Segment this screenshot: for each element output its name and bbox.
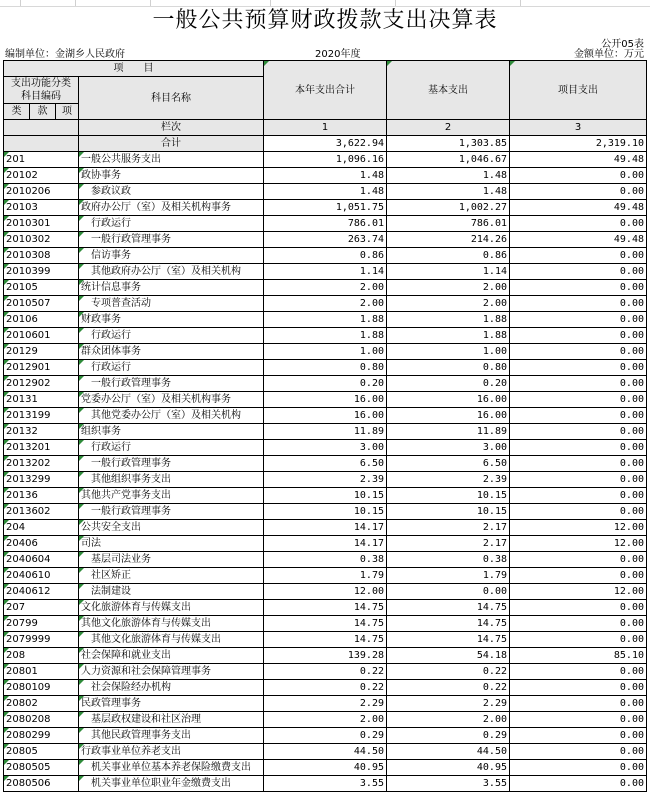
row-project[interactable]: 0.00	[510, 616, 647, 632]
row-code[interactable]: 20105	[4, 280, 79, 296]
row-project[interactable]: 0.00	[510, 632, 647, 648]
row-total[interactable]: 12.00	[264, 584, 387, 600]
col-index-1: 1	[264, 120, 387, 136]
row-code[interactable]: 2080506	[4, 776, 79, 792]
row-total[interactable]: 14.75	[264, 600, 387, 616]
row-total[interactable]: 1,096.16	[264, 152, 387, 168]
header-func-code: 支出功能分类 科目编码	[4, 77, 79, 104]
row-name[interactable]: 行政事业单位养老支出	[79, 744, 264, 760]
table-row[interactable]	[4, 216, 647, 232]
row-project[interactable]: 0.00	[510, 760, 647, 776]
row-code[interactable]: 2013202	[4, 456, 79, 472]
row-total[interactable]: 0.22	[264, 680, 387, 696]
row-total[interactable]: 14.75	[264, 616, 387, 632]
table-row[interactable]	[4, 280, 647, 296]
row-code[interactable]: 2013299	[4, 472, 79, 488]
row-code[interactable]: 20129	[4, 344, 79, 360]
row-basic[interactable]: 2.17	[387, 536, 510, 552]
table-row[interactable]	[4, 584, 647, 600]
table-row[interactable]	[4, 200, 647, 216]
row-code[interactable]: 2013602	[4, 504, 79, 520]
row-code[interactable]: 20131	[4, 392, 79, 408]
row-code[interactable]: 207	[4, 600, 79, 616]
row-code[interactable]: 20102	[4, 168, 79, 184]
row-name[interactable]: 政协事务	[79, 168, 264, 184]
row-code[interactable]: 2040604	[4, 552, 79, 568]
row-code[interactable]: 2040612	[4, 584, 79, 600]
total-sum: 3,622.94	[264, 136, 387, 152]
row-basic[interactable]: 14.75	[387, 632, 510, 648]
row-code[interactable]: 2013201	[4, 440, 79, 456]
table-row[interactable]	[4, 760, 647, 776]
row-project[interactable]: 0.00	[510, 744, 647, 760]
row-code[interactable]: 20805	[4, 744, 79, 760]
row-code[interactable]: 2080208	[4, 712, 79, 728]
table-row[interactable]	[4, 472, 647, 488]
table-row[interactable]	[4, 248, 647, 264]
table-row[interactable]	[4, 552, 647, 568]
row-total[interactable]: 0.80	[264, 360, 387, 376]
row-project[interactable]: 0.00	[510, 568, 647, 584]
row-code[interactable]: 2010302	[4, 232, 79, 248]
row-basic[interactable]: 16.00	[387, 392, 510, 408]
row-basic[interactable]: 2.17	[387, 520, 510, 536]
row-total[interactable]: 14.17	[264, 520, 387, 536]
row-total[interactable]: 1.00	[264, 344, 387, 360]
row-total[interactable]: 16.00	[264, 392, 387, 408]
amount-unit: 金额单位：万元	[574, 49, 644, 60]
row-code[interactable]: 20136	[4, 488, 79, 504]
table-row[interactable]	[4, 408, 647, 424]
row-name[interactable]: 其他民政管理事务支出	[79, 728, 264, 744]
row-project[interactable]: 0.00	[510, 408, 647, 424]
blank-cell	[4, 136, 79, 152]
table-row[interactable]	[4, 344, 647, 360]
header-xiangmu: 项 目	[4, 61, 264, 77]
table-row[interactable]	[4, 504, 647, 520]
row-total[interactable]: 1.14	[264, 264, 387, 280]
row-code[interactable]: 201	[4, 152, 79, 168]
row-project[interactable]: 0.00	[510, 600, 647, 616]
row-total[interactable]: 10.15	[264, 488, 387, 504]
row-name[interactable]: 法制建设	[79, 584, 264, 600]
row-basic[interactable]: 1.88	[387, 328, 510, 344]
row-code[interactable]: 20132	[4, 424, 79, 440]
table-row[interactable]	[4, 648, 647, 664]
blank-cell	[4, 120, 79, 136]
row-project[interactable]: 0.00	[510, 488, 647, 504]
table-row[interactable]	[4, 376, 647, 392]
row-project[interactable]: 0.00	[510, 728, 647, 744]
row-name[interactable]: 统计信息事务	[79, 280, 264, 296]
row-project[interactable]: 0.00	[510, 296, 647, 312]
row-project[interactable]: 0.00	[510, 328, 647, 344]
row-total[interactable]: 0.38	[264, 552, 387, 568]
form-code: 公开05表	[601, 39, 644, 50]
year-label: 2020年度	[315, 49, 361, 60]
row-total[interactable]: 1.88	[264, 312, 387, 328]
row-code[interactable]: 2040610	[4, 568, 79, 584]
row-basic[interactable]: 786.01	[387, 216, 510, 232]
table-row[interactable]	[4, 536, 647, 552]
row-name[interactable]: 一般行政管理事务	[79, 456, 264, 472]
row-basic[interactable]: 14.75	[387, 600, 510, 616]
table-row[interactable]	[4, 616, 647, 632]
row-code[interactable]: 2010601	[4, 328, 79, 344]
row-project[interactable]: 0.00	[510, 280, 647, 296]
row-basic[interactable]: 0.22	[387, 664, 510, 680]
row-code[interactable]: 2010507	[4, 296, 79, 312]
row-basic[interactable]: 11.89	[387, 424, 510, 440]
row-basic[interactable]: 10.15	[387, 504, 510, 520]
row-total[interactable]: 1,051.75	[264, 200, 387, 216]
row-name[interactable]: 群众团体事务	[79, 344, 264, 360]
row-basic[interactable]: 16.00	[387, 408, 510, 424]
row-basic[interactable]: 1.14	[387, 264, 510, 280]
row-name[interactable]: 其他文化旅游体育与传媒支出	[79, 616, 264, 632]
row-code[interactable]: 20802	[4, 696, 79, 712]
row-name[interactable]: 其他共产党事务支出	[79, 488, 264, 504]
header-kuan: 款	[30, 104, 56, 120]
row-project[interactable]: 12.00	[510, 520, 647, 536]
row-code[interactable]: 2079999	[4, 632, 79, 648]
row-project[interactable]: 49.48	[510, 232, 647, 248]
row-name[interactable]: 其他文化旅游体育与传媒支出	[79, 632, 264, 648]
row-name[interactable]: 一般行政管理事务	[79, 376, 264, 392]
row-total[interactable]: 44.50	[264, 744, 387, 760]
table-row[interactable]	[4, 392, 647, 408]
row-total[interactable]: 2.00	[264, 280, 387, 296]
table-row[interactable]	[4, 712, 647, 728]
header-total: 本年支出合计	[264, 61, 387, 120]
row-code[interactable]: 2012902	[4, 376, 79, 392]
row-name[interactable]: 专项普查活动	[79, 296, 264, 312]
row-name[interactable]: 一般行政管理事务	[79, 504, 264, 520]
table-row[interactable]	[4, 488, 647, 504]
row-name[interactable]: 公共安全支出	[79, 520, 264, 536]
col-index-3: 3	[510, 120, 647, 136]
header-project: 项目支出	[510, 61, 647, 120]
row-project[interactable]: 0.00	[510, 552, 647, 568]
row-project[interactable]: 0.00	[510, 344, 647, 360]
report-title: 一般公共预算财政拨款支出决算表	[152, 8, 498, 33]
table-row[interactable]	[4, 776, 647, 792]
row-total[interactable]: 1.88	[264, 328, 387, 344]
table-row[interactable]	[4, 632, 647, 648]
row-basic[interactable]: 6.50	[387, 456, 510, 472]
row-basic[interactable]: 2.29	[387, 696, 510, 712]
row-total[interactable]: 14.75	[264, 632, 387, 648]
table-row[interactable]	[4, 568, 647, 584]
table-row[interactable]	[4, 360, 647, 376]
row-basic[interactable]: 2.39	[387, 472, 510, 488]
row-basic[interactable]: 14.75	[387, 616, 510, 632]
col-index-2: 2	[387, 120, 510, 136]
row-basic[interactable]: 40.95	[387, 760, 510, 776]
row-code[interactable]: 20103	[4, 200, 79, 216]
row-project[interactable]: 0.00	[510, 424, 647, 440]
row-basic[interactable]: 1.88	[387, 312, 510, 328]
row-total[interactable]: 1.79	[264, 568, 387, 584]
row-basic[interactable]: 2.00	[387, 280, 510, 296]
table-row[interactable]	[4, 696, 647, 712]
row-name[interactable]: 其他党委办公厅（室）及相关机构	[79, 408, 264, 424]
row-name[interactable]: 党委办公厅（室）及相关机构事务	[79, 392, 264, 408]
table-row[interactable]	[4, 152, 647, 168]
row-name[interactable]: 行政运行	[79, 360, 264, 376]
row-name[interactable]: 参政议政	[79, 184, 264, 200]
row-total[interactable]: 2.29	[264, 696, 387, 712]
row-basic[interactable]: 2.00	[387, 712, 510, 728]
row-name[interactable]: 组织事务	[79, 424, 264, 440]
row-name[interactable]: 行政运行	[79, 440, 264, 456]
table-row[interactable]	[4, 664, 647, 680]
row-total[interactable]: 786.01	[264, 216, 387, 232]
row-project[interactable]: 0.00	[510, 184, 647, 200]
row-name[interactable]: 司法	[79, 536, 264, 552]
row-total[interactable]: 40.95	[264, 760, 387, 776]
row-name[interactable]: 政府办公厅（室）及相关机构事务	[79, 200, 264, 216]
table-row[interactable]	[4, 440, 647, 456]
table-row[interactable]	[4, 328, 647, 344]
basic-sum: 1,303.85	[387, 136, 510, 152]
row-code[interactable]: 2012901	[4, 360, 79, 376]
table-row[interactable]	[4, 312, 647, 328]
row-project[interactable]: 0.00	[510, 440, 647, 456]
row-project[interactable]: 0.00	[510, 376, 647, 392]
row-total[interactable]: 14.17	[264, 536, 387, 552]
table-row[interactable]	[4, 680, 647, 696]
row-name[interactable]: 其他组织事务支出	[79, 472, 264, 488]
row-project[interactable]: 0.00	[510, 216, 647, 232]
row-code[interactable]: 204	[4, 520, 79, 536]
row-basic[interactable]: 1.79	[387, 568, 510, 584]
table-row[interactable]	[4, 296, 647, 312]
row-code[interactable]: 20106	[4, 312, 79, 328]
row-total[interactable]: 0.22	[264, 664, 387, 680]
row-basic[interactable]: 1,046.67	[387, 152, 510, 168]
row-project[interactable]: 0.00	[510, 504, 647, 520]
row-code[interactable]: 2013199	[4, 408, 79, 424]
table-row[interactable]	[4, 520, 647, 536]
header-xiang: 项	[56, 104, 79, 120]
row-code[interactable]: 208	[4, 648, 79, 664]
row-name[interactable]: 一般公共服务支出	[79, 152, 264, 168]
row-total[interactable]: 0.86	[264, 248, 387, 264]
row-basic[interactable]: 0.20	[387, 376, 510, 392]
row-project[interactable]: 0.00	[510, 392, 647, 408]
row-project[interactable]: 0.00	[510, 312, 647, 328]
table-row[interactable]	[4, 744, 647, 760]
row-name[interactable]: 行政运行	[79, 328, 264, 344]
row-basic[interactable]: 0.22	[387, 680, 510, 696]
header-lei: 类	[4, 104, 30, 120]
row-name[interactable]: 机关事业单位基本养老保险缴费支出	[79, 760, 264, 776]
row-name[interactable]: 其他政府办公厅（室）及相关机构	[79, 264, 264, 280]
row-basic[interactable]: 3.55	[387, 776, 510, 792]
row-total[interactable]: 16.00	[264, 408, 387, 424]
row-basic[interactable]: 0.86	[387, 248, 510, 264]
row-project[interactable]: 0.00	[510, 664, 647, 680]
row-basic[interactable]: 44.50	[387, 744, 510, 760]
header-lanci: 栏次	[79, 120, 264, 136]
row-code[interactable]: 2010206	[4, 184, 79, 200]
row-project[interactable]: 0.00	[510, 168, 647, 184]
header-subject-name: 科目名称	[79, 77, 264, 120]
row-name[interactable]: 基层政权建设和社区治理	[79, 712, 264, 728]
table-row[interactable]	[4, 600, 647, 616]
row-name[interactable]: 基层司法业务	[79, 552, 264, 568]
project-sum: 2,319.10	[510, 136, 647, 152]
table-row[interactable]	[4, 728, 647, 744]
row-code[interactable]: 20799	[4, 616, 79, 632]
row-name[interactable]: 社会保险经办机构	[79, 680, 264, 696]
row-code[interactable]: 2080109	[4, 680, 79, 696]
row-project[interactable]: 0.00	[510, 696, 647, 712]
row-basic[interactable]: 214.26	[387, 232, 510, 248]
table-row[interactable]	[4, 424, 647, 440]
row-total[interactable]: 2.00	[264, 712, 387, 728]
row-total[interactable]: 139.28	[264, 648, 387, 664]
row-project[interactable]: 0.00	[510, 248, 647, 264]
table-row[interactable]	[4, 456, 647, 472]
row-name[interactable]: 社会保障和就业支出	[79, 648, 264, 664]
row-total[interactable]: 2.39	[264, 472, 387, 488]
unit-label: 编制单位：金湖乡人民政府	[5, 49, 125, 60]
row-basic[interactable]: 54.18	[387, 648, 510, 664]
row-basic[interactable]: 10.15	[387, 488, 510, 504]
row-name[interactable]: 民政管理事务	[79, 696, 264, 712]
row-project[interactable]: 12.00	[510, 536, 647, 552]
row-project[interactable]: 0.00	[510, 456, 647, 472]
row-name[interactable]: 社区矫正	[79, 568, 264, 584]
row-code[interactable]: 20406	[4, 536, 79, 552]
row-name[interactable]: 信访事务	[79, 248, 264, 264]
row-project[interactable]: 0.00	[510, 264, 647, 280]
row-total[interactable]: 11.89	[264, 424, 387, 440]
table-row[interactable]	[4, 264, 647, 280]
row-project[interactable]: 85.10	[510, 648, 647, 664]
row-basic[interactable]: 1.48	[387, 184, 510, 200]
row-total[interactable]: 3.00	[264, 440, 387, 456]
row-project[interactable]: 0.00	[510, 776, 647, 792]
row-total[interactable]: 3.55	[264, 776, 387, 792]
total-label: 合计	[79, 136, 264, 152]
row-total[interactable]: 6.50	[264, 456, 387, 472]
row-code[interactable]: 2010399	[4, 264, 79, 280]
row-project[interactable]: 0.00	[510, 360, 647, 376]
row-name[interactable]: 人力资源和社会保障管理事务	[79, 664, 264, 680]
row-code[interactable]: 2080505	[4, 760, 79, 776]
row-basic[interactable]: 1,002.27	[387, 200, 510, 216]
row-total[interactable]: 10.15	[264, 504, 387, 520]
row-code[interactable]: 20801	[4, 664, 79, 680]
row-basic[interactable]: 3.00	[387, 440, 510, 456]
row-total[interactable]: 2.00	[264, 296, 387, 312]
row-code[interactable]: 2010301	[4, 216, 79, 232]
row-project[interactable]: 49.48	[510, 200, 647, 216]
table-row[interactable]	[4, 168, 647, 184]
row-name[interactable]: 财政事务	[79, 312, 264, 328]
row-name[interactable]: 机关事业单位职业年金缴费支出	[79, 776, 264, 792]
row-name[interactable]: 一般行政管理事务	[79, 232, 264, 248]
row-project[interactable]: 0.00	[510, 712, 647, 728]
row-name[interactable]: 文化旅游体育与传媒支出	[79, 600, 264, 616]
row-basic[interactable]: 1.48	[387, 168, 510, 184]
row-basic[interactable]: 0.38	[387, 552, 510, 568]
row-basic[interactable]: 2.00	[387, 296, 510, 312]
row-total[interactable]: 0.29	[264, 728, 387, 744]
row-basic[interactable]: 0.00	[387, 584, 510, 600]
table-row[interactable]	[4, 232, 647, 248]
row-total[interactable]: 1.48	[264, 168, 387, 184]
budget-table	[3, 60, 647, 792]
row-project[interactable]: 49.48	[510, 152, 647, 168]
table-row[interactable]	[4, 184, 647, 200]
row-project[interactable]: 12.00	[510, 584, 647, 600]
row-total[interactable]: 1.48	[264, 184, 387, 200]
row-code[interactable]: 2080299	[4, 728, 79, 744]
row-name[interactable]: 行政运行	[79, 216, 264, 232]
header-basic: 基本支出	[387, 61, 510, 120]
row-basic[interactable]: 0.29	[387, 728, 510, 744]
row-total[interactable]: 0.20	[264, 376, 387, 392]
row-project[interactable]: 0.00	[510, 472, 647, 488]
row-total[interactable]: 263.74	[264, 232, 387, 248]
row-project[interactable]: 0.00	[510, 680, 647, 696]
row-code[interactable]: 2010308	[4, 248, 79, 264]
row-basic[interactable]: 1.00	[387, 344, 510, 360]
row-basic[interactable]: 0.80	[387, 360, 510, 376]
